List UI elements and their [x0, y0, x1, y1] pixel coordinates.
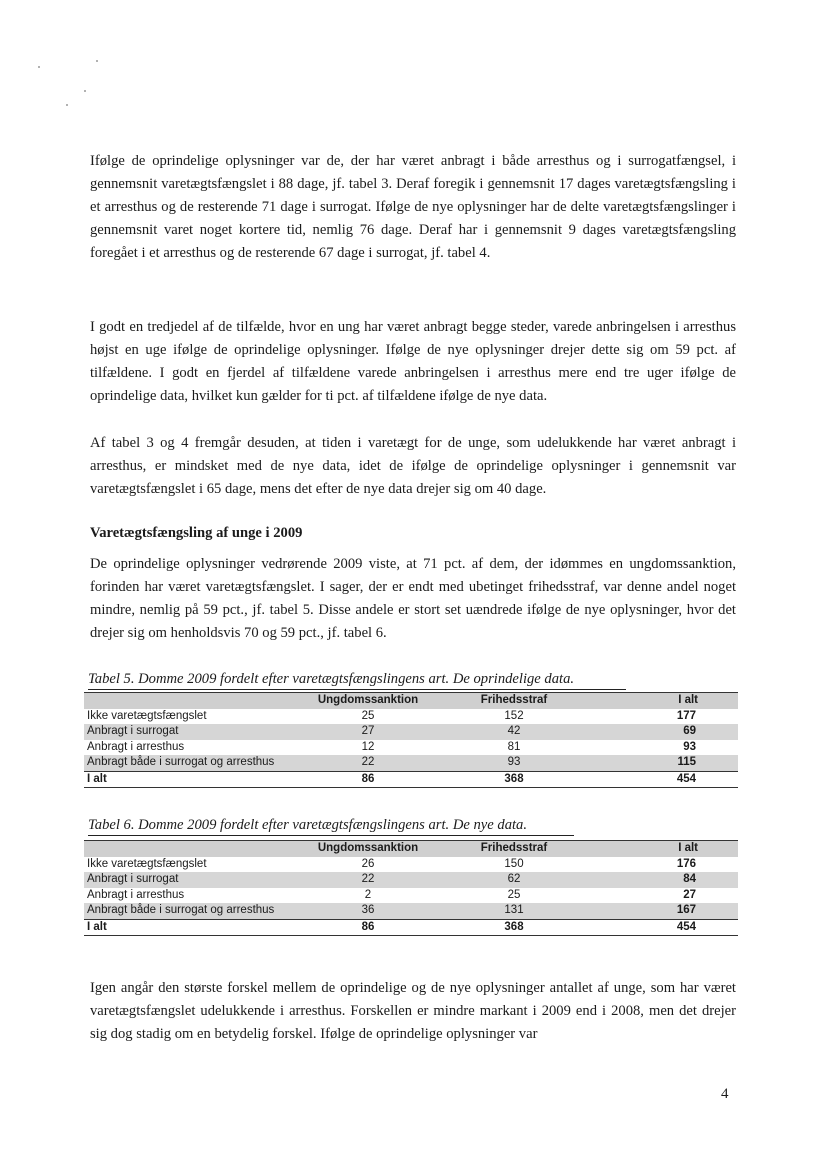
table-cell: 167 [676, 904, 696, 917]
table-cell: 93 [683, 740, 696, 753]
table-cell: 86 [300, 919, 436, 936]
table-cell: Ikke varetægtsfængslet [87, 709, 207, 722]
table-cell: 26 [361, 857, 375, 870]
table5-header-row [84, 693, 738, 709]
table-cell: 62 [507, 873, 521, 886]
table-cell: 42 [507, 725, 521, 738]
table-cell: 176 [676, 857, 696, 870]
table-cell: 81 [507, 740, 521, 753]
table-row [84, 857, 738, 873]
paragraph-1: Ifølge de oprindelige oplysninger var de, der har været anbragt i både arresthus og i surrogatfængsel, i gennemsnit varetægtsfængslet i 88 dage, jf. tabel 3. Deraf foregik i gennemsnit 17 dages varetægtsfængsling i et arresthus og de resterende 71 dage i surrogat. Ifølge de nye oplysninger har de delte varetægtsfængslinger i gennemsnit varet noget kortere tid, nemlig 76 dage. Deraf har i gennemsnit 9 dages varetægtsfængsling foregået i et arresthus og de resterende 67 dage i surrogat, jf. tabel 4. [90, 153, 736, 261]
table6-header-cell: Frihedsstraf [436, 841, 592, 857]
table-cell: 2 [364, 888, 372, 901]
table-cell: Anbragt både i surrogat og arresthus [87, 756, 275, 769]
paragraph-4: De oprindelige oplysninger vedrørende 2009 viste, at 71 pct. af dem, der idømmes en ungdomssanktion, forinden har været varetægtsfængslet. I sager, der er endt med ubetinget frihedsstraf, var denne andel noget mindre, nemlig på 59 pct., jf. tabel 5. Disse andele er stort set uændrede ifølge de nye oplysninger, hvor det drejer sig om henholdsvis 70 og 59 pct., jf. tabel 6. [90, 556, 736, 641]
table-cell: 454 [592, 771, 738, 788]
scan-speck [84, 90, 86, 92]
table-row [84, 888, 738, 904]
paragraph-2: I godt en tredjedel af de tilfælde, hvor en ung har været anbragt begge steder, varede anbringelsen i arresthus højst en uge ifølge de oprindelige oplysninger. Ifølge de nye oplysninger drejer dette sig om 59 pct. af tilfældene. I godt en fjerdel af tilfældene varede anbringelsen i arresthus mere end tre uger ifølge de oprindelige data, hvilket kun gælder for ti pct. af tilfældene ifølge de nye data. [90, 319, 736, 404]
table5-header-cell: Frihedsstraf [436, 693, 592, 709]
table-row [84, 872, 738, 888]
table-cell: 368 [436, 771, 592, 788]
table5-header-cell [84, 693, 300, 709]
table-cell: Anbragt i arresthus [87, 740, 185, 753]
table-cell: 12 [361, 740, 375, 753]
table-cell: I alt [84, 919, 300, 936]
page-number: 4 [721, 1086, 729, 1102]
table5-caption-underline [88, 689, 626, 690]
scan-speck [38, 66, 40, 68]
table-cell: Anbragt i surrogat [87, 873, 179, 886]
table-total-row [84, 771, 738, 788]
table-cell: 27 [683, 888, 696, 901]
table5 [84, 692, 738, 788]
table6-header-cell: Ungdomssanktion [300, 841, 436, 857]
table-row [84, 903, 738, 919]
table6-caption: Tabel 6. Domme 2009 fordelt efter varetægtsfængslingens art. De nye data. [88, 817, 527, 833]
table-cell: 150 [504, 857, 524, 870]
table-cell: 93 [507, 756, 521, 769]
scan-speck [96, 60, 98, 62]
table-row [84, 740, 738, 756]
paragraph-3: Af tabel 3 og 4 fremgår desuden, at tiden i varetægt for de unge, som udelukkende har været anbragt i arresthus, er mindsket med de nye data, idet de ifølge de oprindelige oplysninger i gennemsnit var varetægtsfængslet i 65 dage, mens det efter de nye data drejer sig om 40 dage. [90, 435, 736, 497]
table-cell: 152 [504, 709, 524, 722]
table6-header-cell [84, 841, 300, 857]
table-cell: 84 [683, 873, 696, 886]
table5-caption: Tabel 5. Domme 2009 fordelt efter varetægtsfængslingens art. De oprindelige data. [88, 671, 575, 687]
table-cell: 177 [676, 709, 696, 722]
table-cell: 27 [361, 725, 375, 738]
table-cell: 368 [436, 919, 592, 936]
table-cell: 69 [683, 725, 696, 738]
table-cell: 454 [592, 919, 738, 936]
table-cell: 25 [507, 888, 521, 901]
paragraph-5: Igen angår den største forskel mellem de oprindelige og de nye oplysninger antallet af unge, som har været varetægtsfængslet udelukkende i arresthus. Forskellen er mindre markant i 2009 end i 2008, men det drejer sig dog stadig om en betydelig forskel. Ifølge de oprindelige oplysninger var [90, 980, 736, 1042]
table-cell: I alt [84, 771, 300, 788]
table5-header-cell: Ungdomssanktion [300, 693, 436, 709]
scan-speck [66, 104, 68, 106]
table-row [84, 724, 738, 740]
table6-header-cell: I alt [592, 841, 738, 857]
table-cell: 25 [361, 709, 375, 722]
table-cell: 115 [677, 756, 696, 769]
table-cell: Anbragt i surrogat [87, 725, 179, 738]
table6-caption-underline [88, 835, 574, 836]
table-cell: 22 [361, 873, 375, 886]
table-cell: Anbragt i arresthus [87, 888, 185, 901]
table-total-row [84, 919, 738, 936]
table-cell: Ikke varetægtsfængslet [87, 857, 207, 870]
table-cell: 86 [300, 771, 436, 788]
table-cell: Anbragt både i surrogat og arresthus [87, 904, 275, 917]
table-cell: 36 [361, 904, 375, 917]
table-row [84, 755, 738, 771]
table-cell: 131 [504, 904, 524, 917]
table-row [84, 709, 738, 725]
table-cell: 22 [361, 756, 375, 769]
table5-header-cell: I alt [592, 693, 738, 709]
section-heading: Varetægtsfængsling af unge i 2009 [90, 525, 303, 541]
table6-header-row [84, 841, 738, 857]
table6 [84, 840, 738, 936]
